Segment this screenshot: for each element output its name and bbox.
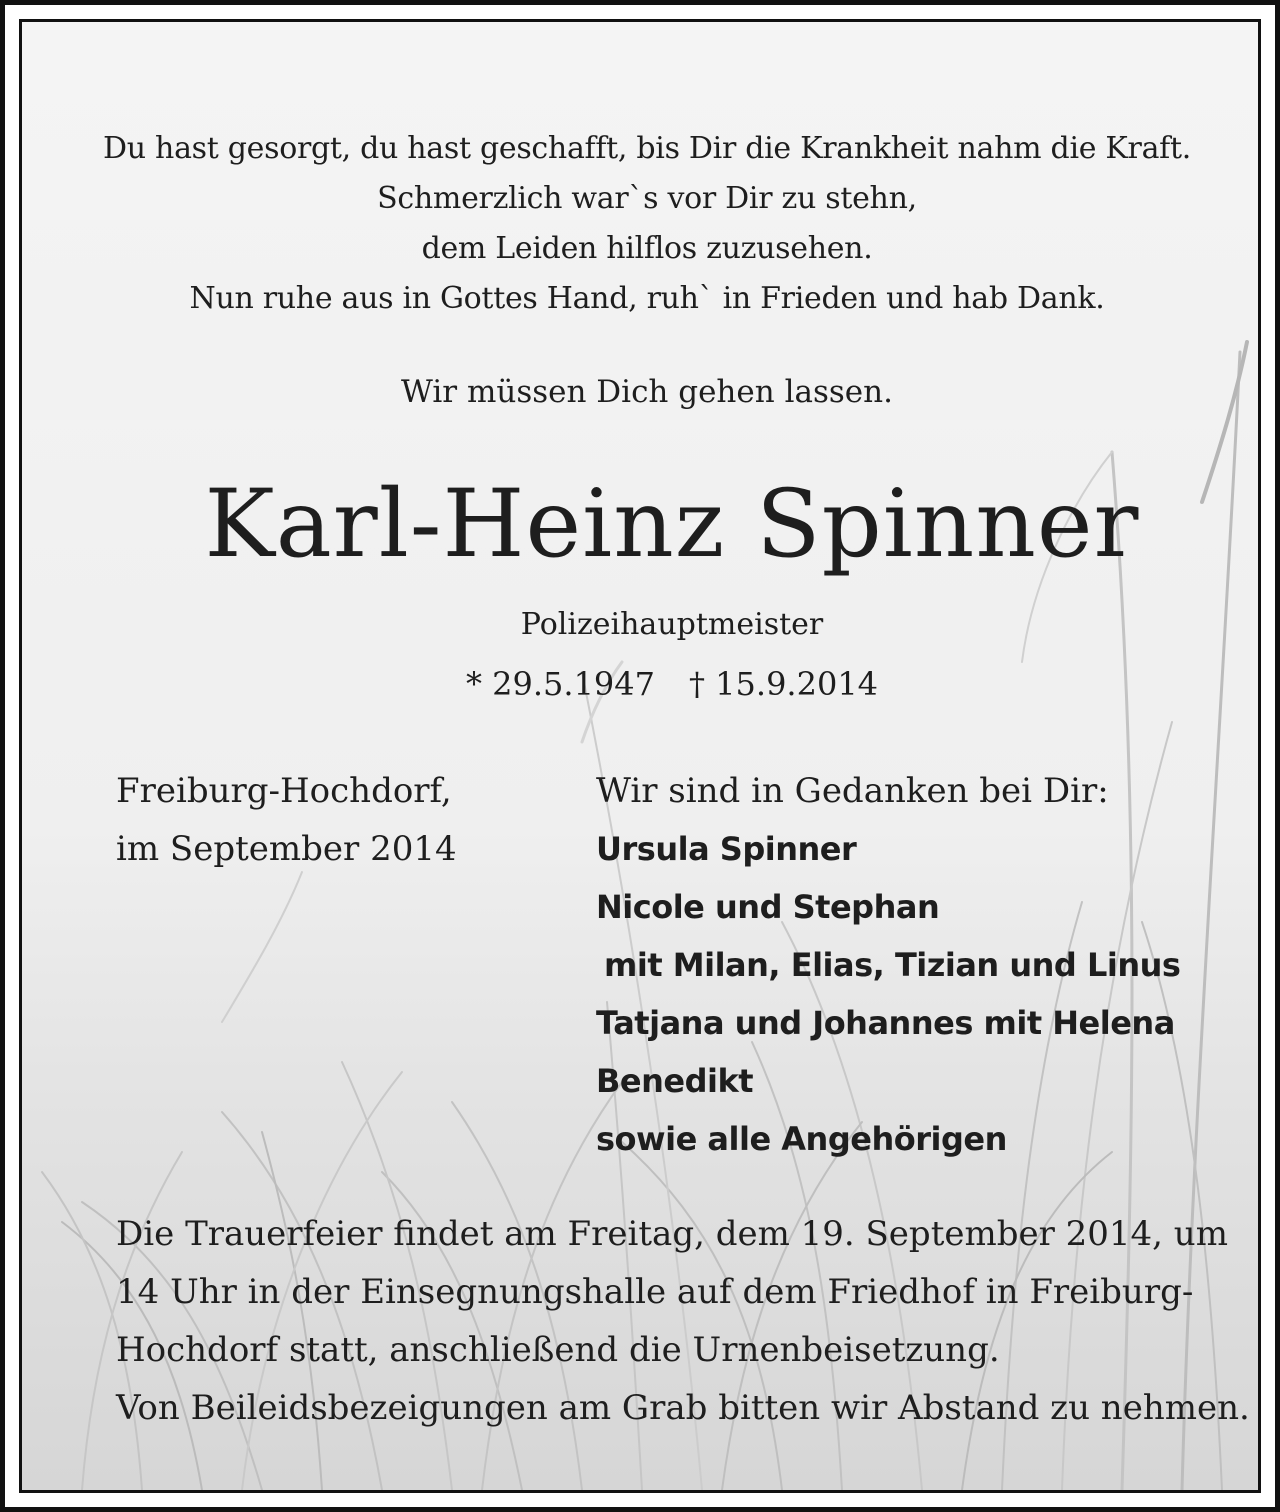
notice-line: Von Beileidsbezeigungen am Grab bitten wir Abstand zu nehmen. xyxy=(116,1388,1250,1428)
poem-line: Du hast gesorgt, du hast geschafft, bis Dir die Krankheit nahm die Kraft. xyxy=(103,131,1191,166)
notice-line: 14 Uhr in der Einsegnungshalle auf dem Friedhof in Freiburg- xyxy=(116,1272,1194,1312)
mourner-name: Ursula Spinner xyxy=(596,830,857,868)
birth-date: * 29.5.1947 xyxy=(465,665,655,703)
mourners-block xyxy=(596,762,1180,1168)
deceased-name: Karl-Heinz Spinner xyxy=(204,470,1140,579)
life-dates xyxy=(22,665,1261,703)
mourners-intro: Wir sind in Gedanken bei Dir: xyxy=(596,771,1109,811)
mourner-name: sowie alle Angehörigen xyxy=(596,1120,1007,1158)
notice-line: Die Trauerfeier findet am Freitag, dem 19. September 2014, um xyxy=(116,1214,1228,1254)
obituary-content xyxy=(22,22,1258,1490)
deceased-title: Polizeihauptmeister xyxy=(520,607,824,642)
date-line: im September 2014 xyxy=(116,829,457,869)
poem xyxy=(22,124,1261,324)
poem-line: Schmerzlich war`s vor Dir zu stehn, xyxy=(377,181,917,216)
poem-line: Nun ruhe aus in Gottes Hand, ruh` in Frieden und hab Dank. xyxy=(189,281,1105,316)
death-date: † 15.9.2014 xyxy=(689,665,879,703)
funeral-notice xyxy=(116,1205,1250,1437)
farewell-line: Wir müssen Dich gehen lassen. xyxy=(401,374,893,410)
notice-line: Hochdorf statt, anschließend die Urnenbeisetzung. xyxy=(116,1330,1000,1370)
obituary-frame xyxy=(19,19,1261,1493)
mourner-name: Nicole und Stephan xyxy=(596,888,940,926)
mourner-name: Tatjana und Johannes mit Helena xyxy=(596,1004,1175,1042)
place-and-date xyxy=(116,762,457,878)
mourner-name: Benedikt xyxy=(596,1062,754,1100)
mourner-name: mit Milan, Elias, Tizian und Linus xyxy=(604,946,1181,984)
poem-line: dem Leiden hilflos zuzusehen. xyxy=(421,231,873,266)
place-line: Freiburg-Hochdorf, xyxy=(116,771,452,811)
